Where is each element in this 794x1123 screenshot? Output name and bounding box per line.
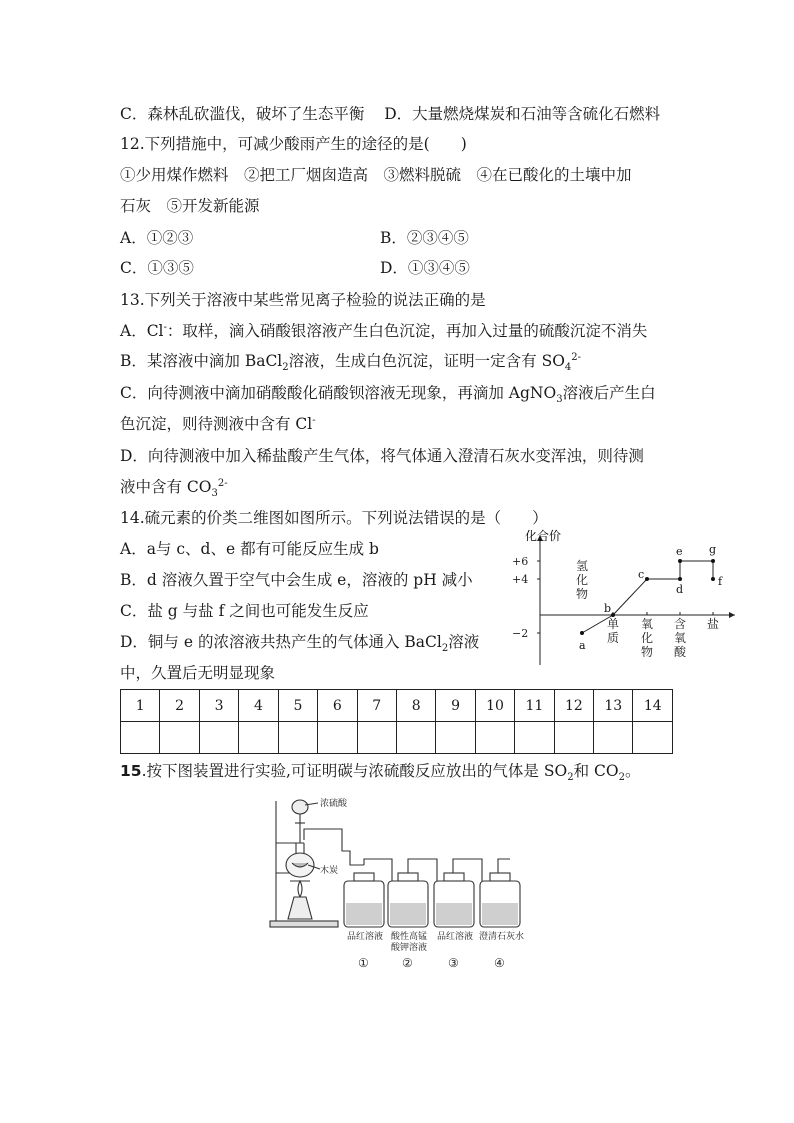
q13-option-d-line1: D．向待测液中加入稀盐酸产生气体，将气体通入澄清石灰水变浑浊，则待测 [120, 447, 644, 465]
answer-table-header-cell: 8 [396, 690, 435, 722]
q13-option-b: B．某溶液中滴加 BaCl$_2$溶液，生成白色沉淀，证明一定含有 $SO_4^{2-}$ [120, 351, 582, 374]
answer-table-header-cell: 6 [318, 690, 357, 722]
apparatus-diagram [262, 793, 542, 973]
q13-option-d-line2: 液中含有 $CO_3^{2-}$ [120, 477, 228, 500]
point-label-c: c [638, 568, 645, 581]
answer-table-header-cell: 5 [278, 690, 317, 722]
y-tick-label: −2 [512, 627, 529, 640]
q13-option-c-line2: 色沉淀，则待测液中含有 Cl- [120, 414, 316, 433]
q15-stem: 15.按下图装置进行实验,可证明碳与浓硫酸反应放出的气体是 $SO_2$和 $CO_2$。 [120, 762, 641, 784]
answer-table-header-row [121, 690, 673, 722]
point-label-g: g [709, 543, 717, 556]
q12-option-c: C．①③⑤ [120, 259, 194, 277]
answer-table-answer-cell [278, 722, 317, 754]
category-label: 氢化物 [576, 559, 589, 601]
bottle-1-label: 品红溶液 [347, 932, 384, 942]
answer-table-header-cell: 12 [554, 690, 593, 722]
point-label-a: a [579, 639, 586, 652]
answer-table-answer-cell [357, 722, 396, 754]
point-label-f: f [718, 575, 723, 588]
category-label: 盐 [707, 617, 720, 631]
bottle-2-number: ② [402, 956, 413, 970]
funnel [292, 800, 308, 814]
bottle-4-label: 澄清石灰水 [479, 932, 525, 942]
q12-option-a: A．①②③ [120, 229, 194, 247]
point-e [678, 559, 682, 563]
answer-table-header-cell: 13 [594, 690, 633, 722]
answer-table-answer-cell [199, 722, 238, 754]
q14-option-a: A．a与 c、d、e 都有可能反应生成 b [120, 540, 379, 558]
answer-table-answer-cell [475, 722, 514, 754]
q11-option-d: D．大量燃烧煤炭和石油等含硫化石燃料 [384, 105, 661, 123]
answer-table-answer-cell [396, 722, 435, 754]
answer-table-header-cell: 3 [199, 690, 238, 722]
answer-table-header-cell: 9 [436, 690, 475, 722]
category-label: 单质 [607, 617, 620, 645]
point-f [711, 577, 715, 581]
q14-option-d: D．铜与 e 的浓溶液共热产生的气体通入 BaCl$_2$溶液 [120, 633, 480, 655]
answer-table [120, 689, 673, 754]
answer-table-header-cell: 4 [239, 690, 278, 722]
point-b [611, 613, 615, 617]
answer-table-answer-cell [318, 722, 357, 754]
q13-option-a: A．Cl-：取样，滴入硝酸银溶液产生白色沉淀，再加入过量的硫酸沉淀不消失 [120, 321, 648, 340]
q12-option-d: D．①③④⑤ [380, 259, 470, 277]
answer-table-answer-cell [239, 722, 278, 754]
valence-class-graph [510, 525, 740, 670]
answer-table-answer-cell [436, 722, 475, 754]
point-label-b: b [604, 602, 612, 615]
q11-option-c: C．森林乱砍滥伐，破坏了生态平衡 [120, 105, 365, 123]
category-label: 含氧酸 [674, 617, 687, 659]
stand-base [270, 921, 338, 927]
y-tick-label: +4 [512, 573, 529, 586]
point-d [678, 577, 682, 581]
q13-stem: 13.下列关于溶液中某些常见离子检验的说法正确的是 [120, 291, 486, 309]
answer-table-answer-cell [633, 722, 673, 754]
q14-stem: 14.硫元素的价类二维图如图所示。下列说法错误的是（ ） [120, 509, 548, 527]
category-label: 氧化物 [641, 617, 654, 659]
q13-option-c-line1: C．向待测液中滴加硝酸酸化硝酸钡溶液无现象，再滴加 AgNO$_3$溶液后产生白 [120, 384, 656, 406]
q12-items-line2: 石灰 ⑤开发新能源 [120, 197, 260, 215]
point-label-e: e [676, 545, 683, 558]
q14-option-b: B．d 溶液久置于空气中会生成 e，溶液的 pH 减小 [120, 571, 473, 589]
q14-option-d-line2: 中，久置后无明显现象 [120, 664, 276, 682]
point-label-d: d [676, 583, 684, 596]
answer-table-answer-row [121, 722, 673, 754]
point-a [580, 631, 584, 635]
answer-table-header-cell: 10 [475, 690, 514, 722]
acid-label: 浓硫酸 [320, 799, 348, 809]
answer-table-header-cell: 11 [515, 690, 554, 722]
bottle-3-number: ③ [448, 956, 459, 970]
answer-table-answer-cell [554, 722, 593, 754]
q12-stem: 12.下列措施中，可减少酸雨产生的途径的是( ) [120, 135, 467, 153]
q12-items-line1: ①少用煤作燃料 ②把工厂烟囱造高 ③燃料脱硫 ④在已酸化的土壤中加 [120, 166, 632, 184]
answer-table-header-cell: 7 [357, 690, 396, 722]
y-tick-label: +6 [512, 555, 529, 568]
burner [288, 897, 312, 919]
q14-option-c: C．盐 g 与盐 f 之间也可能发生反应 [120, 602, 369, 620]
bottle-1-number: ① [358, 956, 369, 970]
y-axis-label: 化合价 [525, 529, 562, 543]
point-g [711, 559, 715, 563]
answer-table-header-cell: 2 [160, 690, 199, 722]
q11-options-cd [120, 104, 660, 124]
bottle-2-label-line2: 酸钾溶液 [391, 943, 428, 953]
answer-table-answer-cell [121, 722, 160, 754]
q12-option-b: B．②③④⑤ [380, 229, 469, 247]
answer-table-header-cell: 1 [121, 690, 160, 722]
bottle-4-number: ④ [494, 956, 505, 970]
bottle-2-label-line1: 酸性高锰 [391, 932, 428, 942]
answer-table-answer-cell [515, 722, 554, 754]
point-c [645, 577, 649, 581]
answer-table-header-cell: 14 [633, 690, 673, 722]
bottle-3-label: 品红溶液 [437, 932, 474, 942]
answer-table-answer-cell [594, 722, 633, 754]
carbon-label: 木炭 [320, 866, 339, 876]
answer-table-answer-cell [160, 722, 199, 754]
